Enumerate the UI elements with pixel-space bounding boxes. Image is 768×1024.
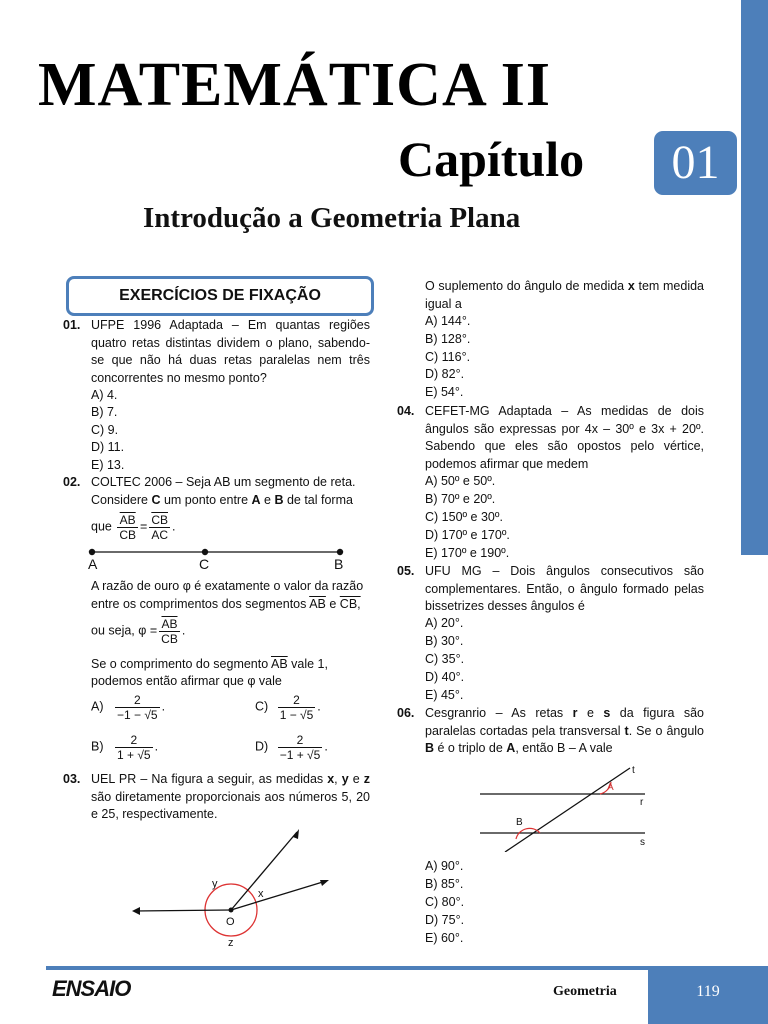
segment-diagram — [88, 548, 370, 574]
option: E) 45°. — [425, 688, 464, 702]
question-number: 03. — [63, 772, 81, 786]
option: D) 40°. — [425, 670, 465, 684]
question-text: entre os comprimentos dos segmentos $\overline{AB}$ e CB, — [91, 597, 361, 611]
angle-diagram — [128, 826, 338, 952]
question-text: Se o comprimento do segmento $\overline{AB}$ vale 1, — [91, 657, 328, 671]
option: A) 4. — [91, 388, 118, 402]
angle-label: x — [258, 888, 264, 900]
option: D) 170º e 170º. — [425, 528, 510, 542]
angle-label: y — [212, 878, 218, 890]
option: A) 144°. — [425, 314, 471, 328]
chapter-label: Capítulo — [398, 131, 585, 187]
option: E) 170º e 190º. — [425, 546, 510, 560]
option: E) 13. — [91, 458, 125, 472]
option: C) $\frac{2}{1 - √5}$ . — [255, 693, 321, 722]
option: D) 75°. — [425, 913, 465, 927]
option: C) 150º e 30º. — [425, 510, 503, 524]
side-tab — [741, 0, 768, 555]
option: C) 35°. — [425, 652, 465, 666]
question-text: Considere C um ponto entre A e B de tal forma — [91, 493, 353, 507]
chapter-subtitle: Introdução a Geometria Plana — [143, 202, 521, 234]
option: A) 90°. — [425, 859, 464, 873]
footer-subject: Geometria — [553, 984, 617, 999]
option: C) 116°. — [425, 350, 471, 364]
option: B) 7. — [91, 405, 118, 419]
question-text: podemos então afirmar que φ vale — [91, 674, 282, 688]
page-title: MATEMÁTICA II — [38, 51, 552, 119]
angle-label: A — [607, 782, 614, 793]
question-number: 06. — [397, 706, 415, 720]
option: A) 20°. — [425, 616, 464, 630]
ensaio-logo: ENSAIO — [52, 976, 131, 1001]
question-number: 02. — [63, 475, 81, 489]
question-text: UEL PR – Na figura a seguir, as medidas x, y e z são diretamente proporcionais aos números 5, 20 e 25, respectivamente. — [91, 772, 370, 822]
question-number: 01. — [63, 318, 81, 332]
question-number: 05. — [397, 564, 415, 578]
point-label: B — [334, 556, 344, 572]
question-text: CEFET-MG Adaptada – As medidas de dois ângulos são expressas por 4x – 30º e 3x + 20º. Sabendo que eles são opostos pelo vértice, podemos afirmar que medem — [425, 404, 704, 471]
question-text: UFU MG – Dois ângulos consecutivos são complementares. Então, o ângulo formado pelas bissetrizes desses ângulos é — [425, 564, 704, 614]
angle-label: B — [516, 817, 523, 828]
option: C) 80°. — [425, 895, 465, 909]
question-text: A razão de ouro φ é exatamente o valor da razão — [91, 579, 364, 593]
angle-label: z — [228, 937, 234, 949]
option: D) $\frac{2}{-1 + √5}$ . — [255, 733, 328, 762]
question-number: 04. — [397, 404, 415, 418]
option: E) 60°. — [425, 931, 464, 945]
question-text: COLTEC 2006 – Seja AB um segmento de reta. — [91, 475, 356, 489]
question-text: UFPE 1996 Adaptada – Em quantas regiões quatro retas distintas dividem o plano, sabendo-se que não há duas retas paralelas nem três concorrentes no mesmo ponto? — [91, 318, 370, 385]
ratio-equation: que $\frac{\overline{AB}}{CB}$ = $\frac{\overline{CB}}{AC}$ . — [91, 513, 176, 542]
question-text: Cesgranrio – As retas r e s da figura são paralelas cortadas pela transversal t. Se o ângulo B é o triplo de A, então B – A vale — [425, 706, 705, 756]
line-label: s — [640, 837, 645, 848]
page-number: 119 — [648, 970, 768, 1024]
point-label: A — [88, 556, 98, 572]
phi-equation: ou seja, φ = $\frac{\overline{AB}}{CB}$ . — [91, 617, 186, 646]
line-label: r — [640, 797, 644, 808]
option: C) 9. — [91, 423, 119, 437]
section-title: EXERCÍCIOS DE FIXAÇÃO — [66, 276, 374, 316]
vertex-label: O — [226, 916, 235, 928]
line-label: t — [632, 765, 635, 776]
option: B) 128°. — [425, 332, 471, 346]
option: D) 11. — [91, 440, 125, 454]
option: B) 85°. — [425, 877, 464, 891]
option: B) 70º e 20º. — [425, 492, 496, 506]
option: B) 30°. — [425, 634, 464, 648]
option: A) $\frac{2}{-1 - √5}$ . — [91, 693, 166, 722]
option: A) 50º e 50º. — [425, 474, 496, 488]
option: E) 54°. — [425, 385, 464, 399]
point-label: C — [199, 556, 210, 572]
chapter-number-badge: 01 — [654, 131, 737, 195]
option: B) $\frac{2}{1 + √5}$ . — [91, 733, 159, 762]
option: D) 82°. — [425, 367, 465, 381]
parallel-lines-diagram — [470, 760, 685, 852]
question-text: O suplemento do ângulo de medida x tem medida igual a — [425, 279, 704, 311]
